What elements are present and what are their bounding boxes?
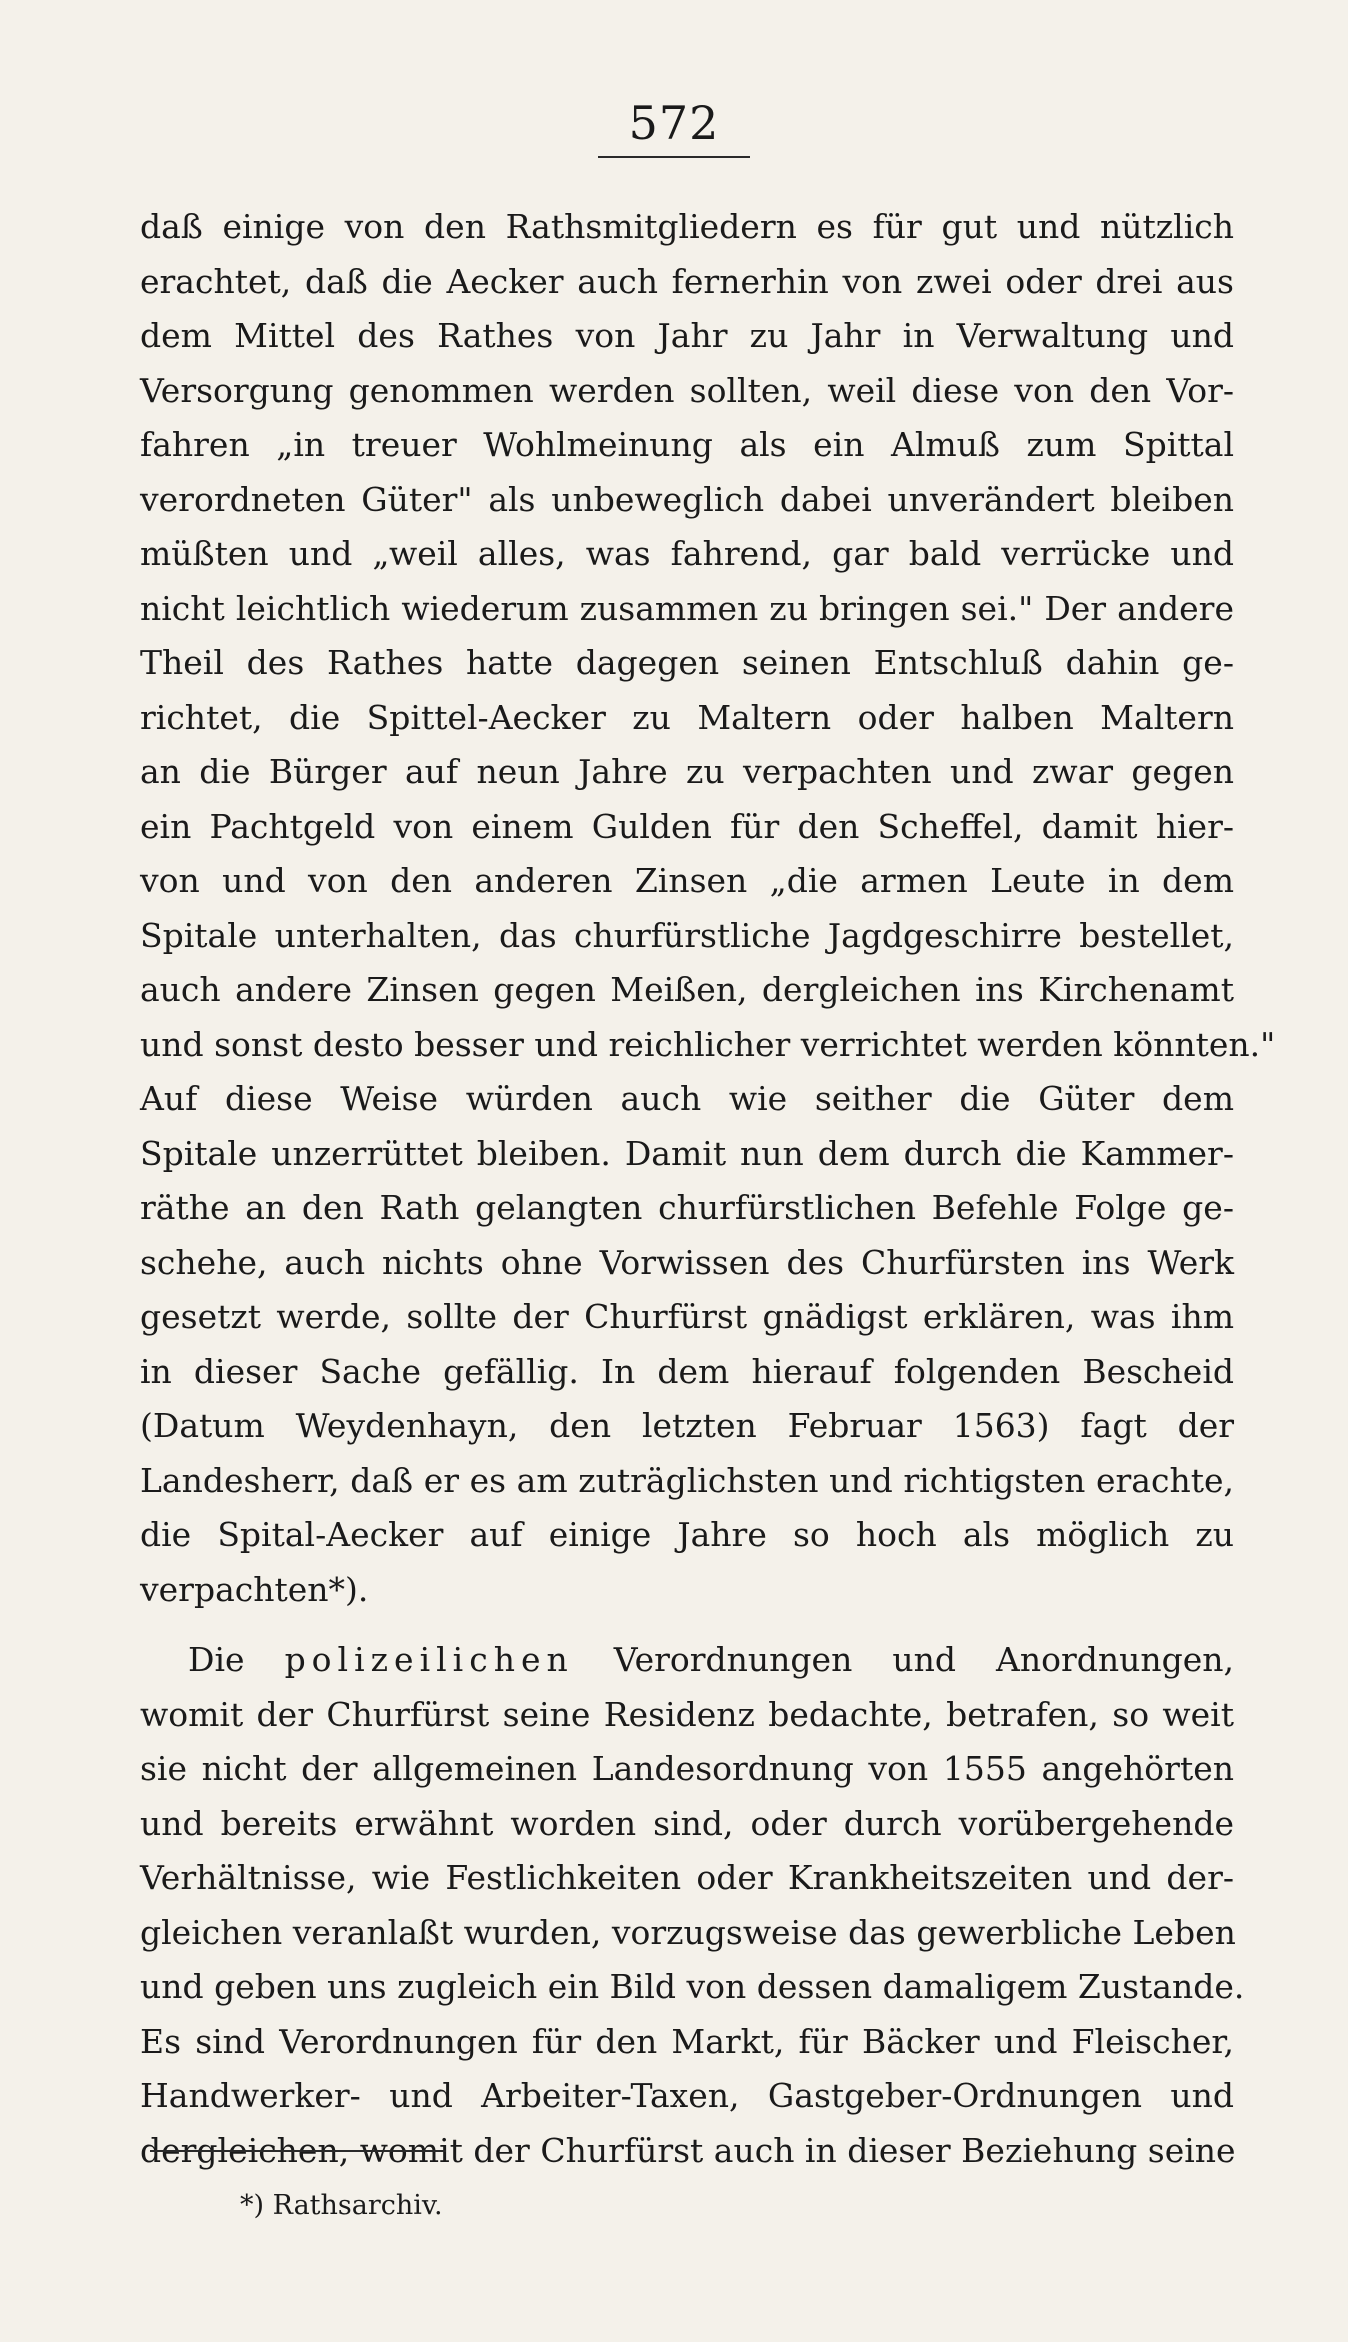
paragraph-line: die Spital-Aecker auf einige Jahre so hoch als möglich zu xyxy=(140,1515,1234,1554)
page-number: 572 xyxy=(628,96,720,150)
paragraph-line: erachtet, daß die Aecker auch fernerhin von zwei oder drei aus xyxy=(140,261,1234,301)
paragraph-line: auch andere Zinsen gegen Meißen, dergleichen ins Kirchenamt xyxy=(140,970,1234,1009)
footnote: *) Rathsarchiv. xyxy=(240,2190,443,2221)
paragraph-line: daß einige von den Rathsmitgliedern es für gut und nützlich xyxy=(140,207,1234,246)
paragraph-indent xyxy=(140,1640,188,1679)
paragraph-line: räthe an den Rath gelangten churfürstlichen Befehle Folge ge- xyxy=(140,1188,1234,1227)
paragraph-line: müßten und „weil alles, was fahrend, gar bald verrücke und xyxy=(140,534,1234,573)
paragraph-line: verpachten*). xyxy=(140,1569,369,1609)
paragraph-line: nicht leichtlich wiederum zusammen zu bringen sei." Der andere xyxy=(140,588,1234,628)
paragraph-2 xyxy=(140,1633,1245,2178)
paragraph-line: Theil des Rathes hatte dagegen seinen Entschluß dahin ge- xyxy=(140,643,1234,682)
paragraph-line: Versorgung genommen werden sollten, weil diese von den Vor- xyxy=(140,370,1234,410)
paragraph-line: dergleichen, womit der Churfürst auch in dieser Beziehung seine xyxy=(140,2130,1236,2170)
paragraph-line: Spitale unterhalten, das churfürstliche Jagdgeschirre bestellet, xyxy=(140,915,1234,955)
body-text xyxy=(140,200,1276,2178)
paragraph-line xyxy=(140,1633,1234,1688)
paragraph-line: Spitale unzerrüttet bleiben. Damit nun dem durch die Kammer- xyxy=(140,1133,1234,1173)
paragraph-line: Handwerker- und Arbeiter-Taxen, Gastgeber-Ordnungen und xyxy=(140,2076,1234,2115)
paragraph-2-start: Die xyxy=(188,1640,285,1679)
paragraph-line: und geben uns zugleich ein Bild von dessen damaligem Zustande. xyxy=(140,1967,1245,2006)
paragraph-line: gesetzt werde, sollte der Churfürst gnädigst erklären, was ihm xyxy=(140,1297,1234,1336)
paragraph-line: fahren „in treuer Wohlmeinung als ein Almuß zum Spittal xyxy=(140,425,1234,464)
paragraph-line: in dieser Sache gefällig. In dem hierauf folgenden Bescheid xyxy=(140,1351,1234,1391)
page-number-rule xyxy=(598,156,750,158)
paragraph-line: Verhältnisse, wie Festlichkeiten oder Krankheitszeiten und der- xyxy=(140,1858,1234,1897)
paragraph-line: Auf diese Weise würden auch wie seither die Güter dem xyxy=(140,1079,1234,1118)
paragraph-line: dem Mittel des Rathes von Jahr zu Jahr in Verwaltung und xyxy=(140,316,1234,355)
paragraph-2-first-line-rest: Verordnungen und Anordnungen, xyxy=(573,1640,1234,1679)
paragraph-line: (Datum Weydenhayn, den letzten Februar 1563) fagt der xyxy=(140,1406,1234,1445)
paragraph-line: gleichen veranlaßt wurden, vorzugsweise das gewerbliche Leben xyxy=(140,1912,1236,1952)
paragraph-line: an die Bürger auf neun Jahre zu verpachten und zwar gegen xyxy=(140,752,1234,791)
emphasized-word: polizeilichen xyxy=(284,1640,574,1679)
paragraph-line: von und von den anderen Zinsen „die armen Leute in dem xyxy=(140,861,1234,900)
paragraph-line: schehe, auch nichts ohne Vorwissen des Churfürsten ins Werk xyxy=(140,1242,1234,1282)
paragraph-gap xyxy=(140,1617,1234,1633)
paragraph-line: richtet, die Spittel-Aecker zu Maltern oder halben Maltern xyxy=(140,697,1234,737)
paragraph-line: Es sind Verordnungen für den Markt, für Bäcker und Fleischer, xyxy=(140,2021,1234,2061)
paragraph-line: Landesherr, daß er es am zuträglichsten und richtigsten erachte, xyxy=(140,1460,1234,1500)
footnote-rule xyxy=(150,2150,446,2152)
paragraph-1 xyxy=(140,200,1276,1617)
paragraph-line: verordneten Güter" als unbeweglich dabei unverändert bleiben xyxy=(140,479,1234,519)
paragraph-line: und bereits erwähnt worden sind, oder durch vorübergehende xyxy=(140,1803,1234,1843)
paragraph-line: ein Pachtgeld von einem Gulden für den Scheffel, damit hier- xyxy=(140,806,1234,846)
paragraph-line: und sonst desto besser und reichlicher verrichtet werden könnten." xyxy=(140,1024,1276,1064)
paragraph-line: womit der Churfürst seine Residenz bedachte, betrafen, so weit xyxy=(140,1694,1234,1734)
paragraph-line: sie nicht der allgemeinen Landesordnung von 1555 angehörten xyxy=(140,1749,1234,1788)
